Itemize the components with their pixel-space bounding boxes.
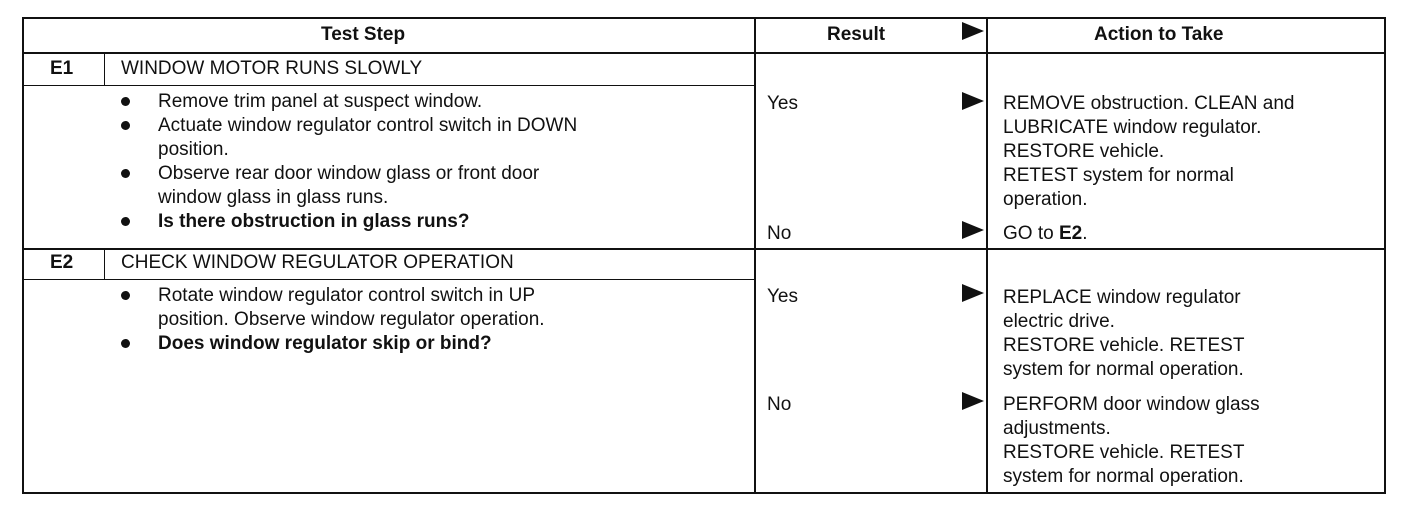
e2-no-action-line-3: RESTORE vehicle. RETEST: [1003, 442, 1245, 463]
e1-no-action-prefix: GO to: [1003, 223, 1059, 244]
table-border-right: [1384, 17, 1386, 494]
e2-yes-action-line-1: REPLACE window regulator: [1003, 287, 1241, 308]
e1-yes-action-line-3: RESTORE vehicle.: [1003, 141, 1165, 162]
e2-yes-action-line-4: system for normal operation.: [1003, 359, 1244, 380]
table-border-bottom: [22, 492, 1386, 494]
table-border-top: [22, 17, 1386, 19]
e1-title-underline: [22, 85, 756, 86]
e1-no-arrow-icon: [962, 221, 984, 239]
bullet-icon: [121, 121, 130, 130]
bullet-icon: [121, 291, 130, 300]
e1-no-action: [1003, 222, 1088, 246]
header-arrow-icon: [962, 22, 984, 40]
e1-no-action-ref: E2: [1058, 223, 1083, 244]
header-result: Result: [827, 24, 886, 45]
e1-bullet-2-line-2: position.: [158, 139, 229, 160]
e1-bullet-4: Is there obstruction in glass runs?: [158, 211, 470, 232]
e2-id-divider: [104, 249, 105, 280]
e2-yes-action-line-3: RESTORE vehicle. RETEST: [1003, 335, 1245, 356]
e2-bullet-1-line-2: position. Observe window regulator operation.: [158, 309, 545, 330]
bullet-icon: [121, 217, 130, 226]
e1-bullet-1: Remove trim panel at suspect window.: [158, 91, 483, 112]
e2-divider: [22, 248, 1386, 250]
table-border-left: [22, 17, 24, 494]
header-divider: [22, 52, 1386, 54]
step-title-e1: WINDOW MOTOR RUNS SLOWLY: [121, 58, 423, 79]
e1-bullet-2-line-1: Actuate window regulator control switch in DOWN: [158, 115, 578, 136]
e1-yes-action-line-1: REMOVE obstruction. CLEAN and: [1003, 93, 1295, 114]
e1-yes-action-line-5: operation.: [1003, 189, 1088, 210]
e1-yes-action-line-4: RETEST system for normal: [1003, 165, 1234, 186]
e2-bullet-2: Does window regulator skip or bind?: [158, 333, 492, 354]
column-divider-result: [754, 17, 756, 494]
step-id-e1: E1: [50, 58, 74, 79]
e2-no-action-line-1: PERFORM door window glass: [1003, 394, 1260, 415]
column-divider-action: [986, 17, 988, 494]
e2-title-underline: [22, 279, 756, 280]
bullet-icon: [121, 169, 130, 178]
e2-no-arrow-icon: [962, 392, 984, 410]
e2-yes-arrow-icon: [962, 284, 984, 302]
e1-result-yes: Yes: [767, 93, 798, 114]
e1-yes-arrow-icon: [962, 92, 984, 110]
e2-no-action-line-4: system for normal operation.: [1003, 466, 1244, 487]
e1-result-no: No: [767, 223, 792, 244]
e1-no-action-suffix: .: [1082, 223, 1088, 244]
e2-bullet-1-line-1: Rotate window regulator control switch in UP: [158, 285, 536, 306]
step-id-e2: E2: [50, 252, 74, 273]
e2-no-action-line-2: adjustments.: [1003, 418, 1111, 439]
e1-id-divider: [104, 53, 105, 86]
e1-bullet-3-line-2: window glass in glass runs.: [158, 187, 389, 208]
bullet-icon: [121, 339, 130, 348]
header-test-step: Test Step: [321, 24, 406, 45]
e1-bullet-3-line-1: Observe rear door window glass or front door: [158, 163, 540, 184]
e2-result-no: No: [767, 394, 792, 415]
bullet-icon: [121, 97, 130, 106]
e2-yes-action-line-2: electric drive.: [1003, 311, 1115, 332]
e1-yes-action-line-2: LUBRICATE window regulator.: [1003, 117, 1262, 138]
header-action: Action to Take: [1094, 24, 1224, 45]
e2-result-yes: Yes: [767, 286, 798, 307]
step-title-e2: CHECK WINDOW REGULATOR OPERATION: [121, 252, 514, 273]
